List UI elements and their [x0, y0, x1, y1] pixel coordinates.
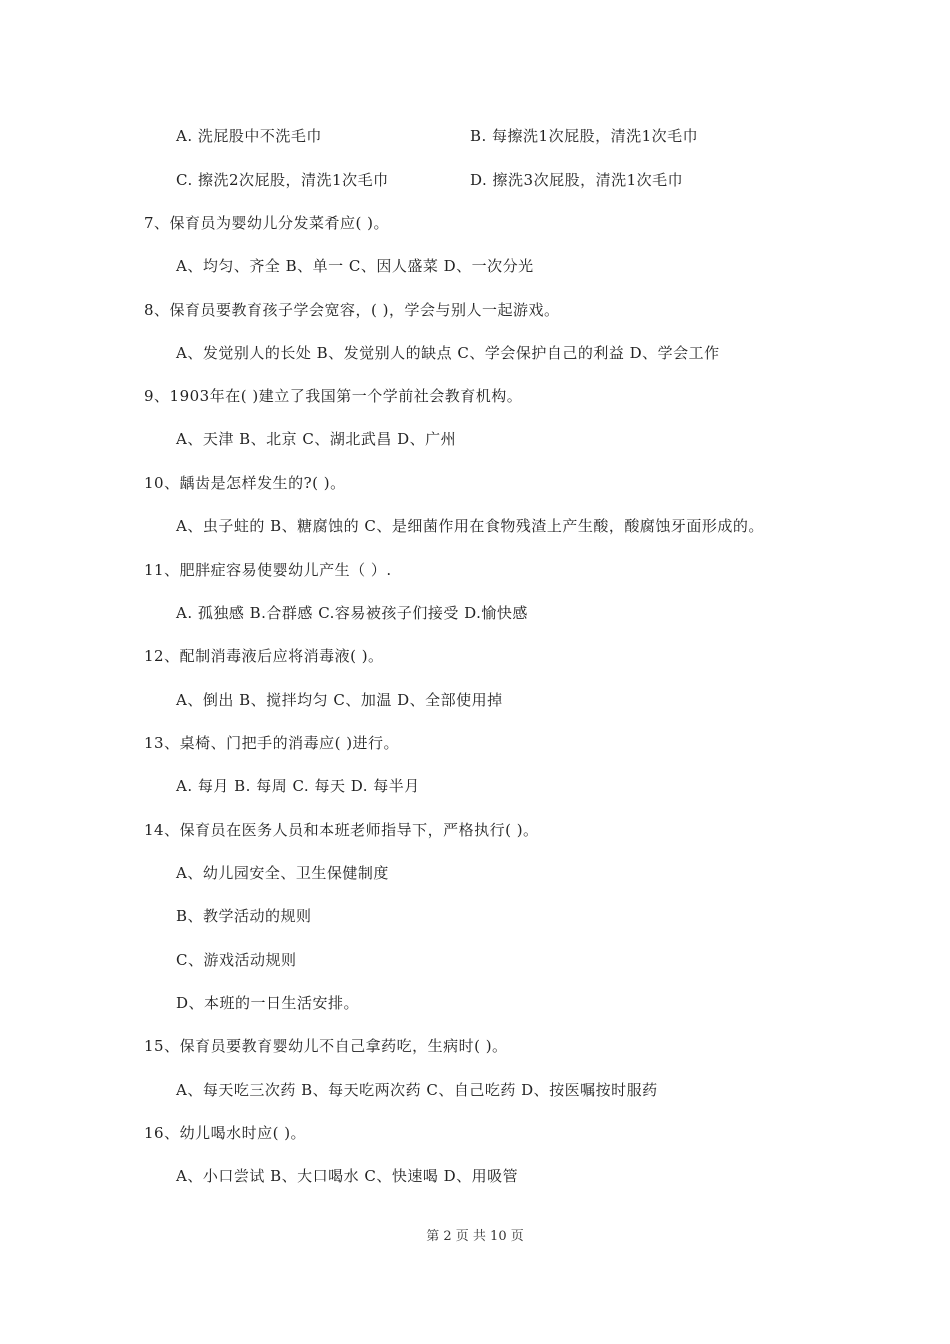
question-16-options: A、小口尝试 B、大口喝水 C、快速喝 D、用吸管: [176, 1167, 519, 1185]
question-11: 11、肥胖症容易使婴幼儿产生（ ）.: [144, 561, 392, 579]
question-12: 12、配制消毒液后应将消毒液( )。: [144, 647, 384, 665]
page-footer: 第 2 页 共 10 页: [426, 1229, 524, 1244]
q6-option-c: C. 擦洗2次屁股，清洗1次毛巾: [176, 171, 389, 189]
question-8: 8、保育员要教育孩子学会宽容，( )，学会与别人一起游戏。: [144, 301, 560, 319]
q6-option-b: B. 每擦洗1次屁股，清洗1次毛巾: [470, 127, 699, 145]
question-12-options: A、倒出 B、搅拌均匀 C、加温 D、全部使用掉: [176, 691, 503, 709]
question-15-options: A、每天吃三次药 B、每天吃两次药 C、自己吃药 D、按医嘱按时服药: [176, 1081, 658, 1099]
question-7-options: A、均匀、齐全 B、单一 C、因人盛菜 D、一次分光: [176, 257, 534, 275]
q6-option-d: D. 擦洗3次屁股，清洗1次毛巾: [470, 171, 684, 189]
question-8-options: A、发觉别人的长处 B、发觉别人的缺点 C、学会保护自己的利益 D、学会工作: [176, 344, 720, 362]
question-9-options: A、天津 B、北京 C、湖北武昌 D、广州: [176, 430, 457, 448]
question-10-options: A、虫子蛀的 B、糖腐蚀的 C、是细菌作用在食物残渣上产生酸，酸腐蚀牙面形成的。: [176, 517, 764, 535]
question-16: 16、幼儿喝水时应( )。: [144, 1124, 307, 1142]
q6-option-a: A. 洗屁股中不洗毛巾: [176, 127, 322, 145]
question-14-option-d: D、本班的一日生活安排。: [176, 994, 360, 1012]
question-9: 9、1903年在( )建立了我国第一个学前社会教育机构。: [144, 387, 523, 405]
question-13: 13、桌椅、门把手的消毒应( )进行。: [144, 734, 400, 752]
question-14-option-b: B、教学活动的规则: [176, 907, 312, 925]
question-7: 7、保育员为婴幼儿分发菜肴应( )。: [144, 214, 390, 232]
question-14: 14、保育员在医务人员和本班老师指导下，严格执行( )。: [144, 821, 539, 839]
question-14-option-c: C、游戏活动规则: [176, 951, 297, 969]
question-13-options: A. 每月 B. 每周 C. 每天 D. 每半月: [176, 777, 420, 795]
question-11-options: A. 孤独感 B.合群感 C.容易被孩子们接受 D.愉快感: [176, 604, 528, 622]
question-10: 10、龋齿是怎样发生的?( )。: [144, 474, 346, 492]
question-14-option-a: A、幼儿园安全、卫生保健制度: [176, 864, 389, 882]
question-15: 15、保育员要教育婴幼儿不自己拿药吃，生病时( )。: [144, 1037, 508, 1055]
